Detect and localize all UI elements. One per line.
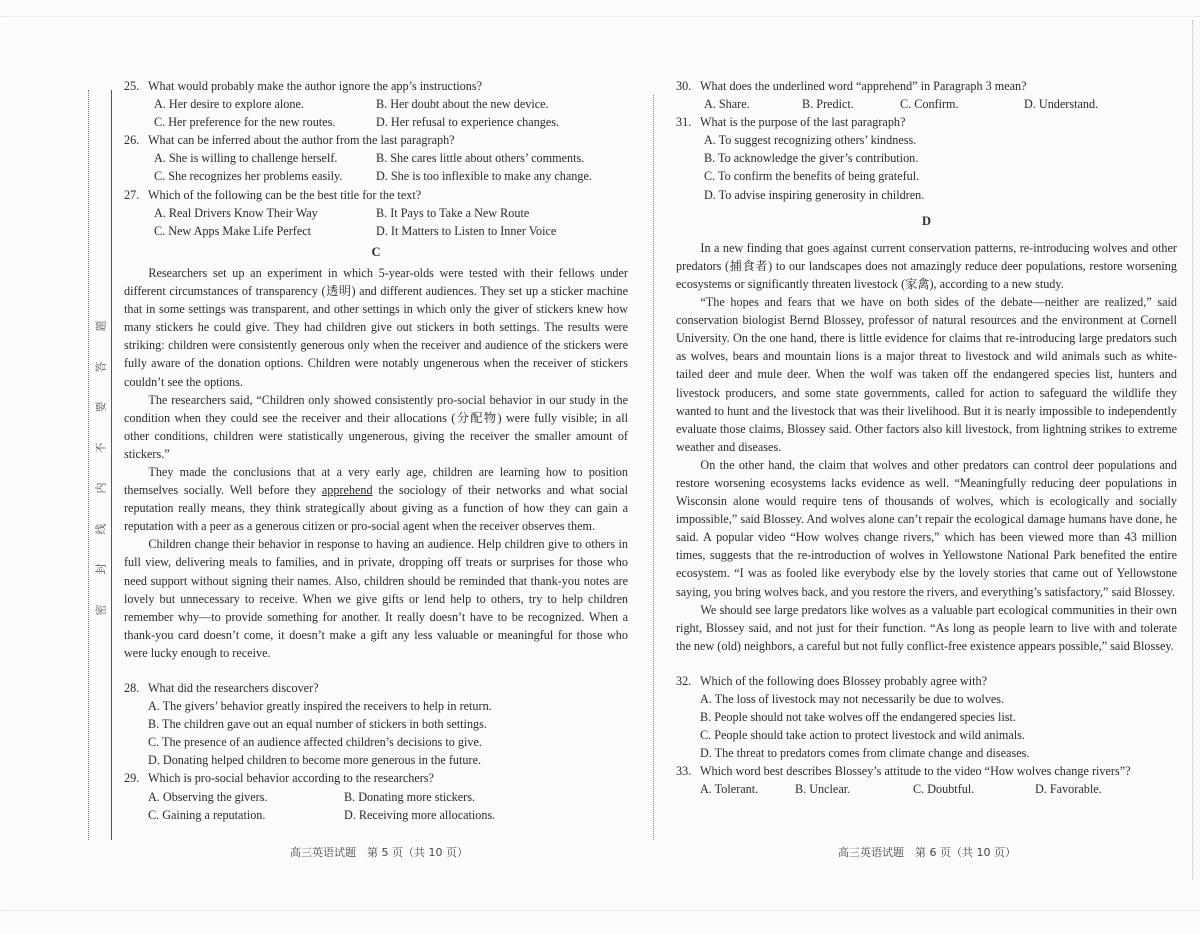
seal-notice-char: 线: [94, 523, 107, 535]
question-number: 31.: [676, 115, 692, 130]
option-a: A. The givers’ behavior greatly inspired the receivers to help in return.: [148, 699, 492, 714]
option-c: C. Her preference for the new routes.: [154, 115, 336, 130]
option-c: C. To confirm the benefits of being grateful.: [704, 169, 920, 184]
passage-c-paragraph-4: Children change their behavior in response to having an audience. Help children give to others in full view, delivering meals to families, and in private, dropping off treats or surprises for those who need support without signing their names. Also, children should be reminded that thank-you notes are lovely but unnecessary to receive. When we give gifts or lend help to others, try to help children remember why—to provide something for another. It really doesn’t have to be recognized. When a thank-you card doesn’t come, it doesn’t make a gift any less valuable or meaningful for those who were lucky enough to receive.: [124, 537, 628, 660]
option-b: B. She cares little about others’ comments.: [376, 151, 585, 166]
question-stem: What does the underlined word “apprehend” in Paragraph 3 mean?: [700, 79, 1027, 93]
question-number: 29.: [124, 771, 140, 786]
question-number: 25.: [124, 79, 140, 93]
seal-line-notice: [91, 318, 109, 618]
question-number: 30.: [676, 79, 692, 93]
option-d: D. Donating helped children to become more generous in the future.: [148, 753, 482, 768]
passage-d-paragraph-1: In a new finding that goes against current conservation patterns, re-introducing wolves and other predators (捕食者) to our landscapes does not amazingly reduce deer populations, restore worsening ecosystems or significantly threaten livestock (家禽), according to a new study.: [676, 240, 1177, 291]
option-b: B. People should not take wolves off the endangered species list.: [700, 710, 1016, 725]
page-footer-right: 高三英语试题 第 6 页（共 10 页）: [838, 846, 1016, 859]
question-number: 28.: [124, 681, 140, 695]
question-number: 27.: [124, 187, 140, 202]
passage-d-paragraph-3: On the other hand, the claim that wolves and other predators can control deer populations and restore worsening ecosystems lacks evidence as well. “Meaningfully reducing deer populations in Wisconsin alone would require tens of thousands of wolves, which is ecologically and socially impossible,” said Blossey. And wolves alone can’t repair the ecological damage humans have done, he said. A popular video “How wolves change rivers,” which has been viewed more than 43 million times, suggests that the re-introduction of wolves in Yellowstone National Park benefited the entire ecosystem. “I was as fooled like everybody else by the lovely stories that came out of Yellowstone saying, you bring wolves back, and you restore the rivers, and everything’s satisfactory,” said Blossey.: [676, 457, 1177, 599]
paragraph-text: the sociology of their networks and what social reputation really means, they think strategically about giving as a function of how they can gain a reputation with a peer as a generous citizen or pro-social agent when the receiver observes them.: [124, 483, 628, 534]
option-b: B. To acknowledge the giver’s contribution.: [704, 151, 919, 166]
page-right-edge: [1192, 20, 1193, 880]
question-31: [676, 113, 1177, 203]
option-d: D. Favorable.: [1035, 782, 1102, 797]
passage-c-paragraph-1: Researchers set up an experiment in which 5-year-olds were tested with their fellows under different circumstances of transparency (透明) and different audiences. They set up a sticker machine that in some settings was transparent, and other settings in which only the giver of stickers knew how many stickers he could give. They had children give out stickers in both settings. The results were striking: children were consistently generous only when the receiver and audience of the stickers were fully aware of the donation options. Children were notably ungenerous when the receiver of stickers couldn’t see the options.: [124, 265, 628, 389]
underlined-word-apprehend: apprehend: [321, 483, 373, 498]
option-a: A. She is willing to challenge herself.: [154, 151, 338, 166]
option-d: D. Her refusal to experience changes.: [376, 115, 560, 130]
option-a: A. Her desire to explore alone.: [154, 97, 304, 112]
option-c: C. Confirm.: [900, 97, 959, 112]
option-b: B. Her doubt about the new device.: [376, 97, 549, 112]
question-number: 26.: [124, 133, 140, 148]
option-b: B. Unclear.: [795, 782, 851, 797]
option-b: B. Donating more stickers.: [344, 789, 475, 804]
page-footer-left: 高三英语试题 第 5 页（共 10 页）: [290, 846, 468, 859]
option-c: C. People should take action to protect livestock and wild animals.: [700, 728, 1025, 743]
question-stem: Which is pro-social behavior according to the researchers?: [148, 771, 434, 786]
passage-d-paragraph-4: We should see large predators like wolves as a valuable part ecological communities in their own right, Blossey said, and not just for their function. “As long as people learn to live with and tolerate the new (old) neighbors, a careful but not fully conflict-free existence appears possible,” said Blossey.: [676, 602, 1177, 653]
passage-c-paragraph-2: The researchers said, “Children only showed consistently pro-social behavior in our study in the condition when they could see the receiver and their allocations (分配物) were fully visible; in all other conditions, children were statistically ungenerous, giving the receiver the smaller amount of stickers.”: [124, 392, 628, 461]
question-number: 32.: [676, 673, 692, 688]
section-heading-c: C: [371, 244, 381, 259]
option-b: B. It Pays to Take a New Route: [376, 205, 530, 220]
paragraph-text: They made the conclusions that at a very early age, children are learning how to position themselves socially. Well before they: [124, 464, 628, 498]
question-33: [676, 762, 1177, 798]
question-29: [124, 769, 628, 823]
option-c: C. She recognizes her problems easily.: [154, 169, 343, 184]
seal-notice-char: 不: [94, 442, 107, 454]
question-28: [124, 679, 628, 769]
question-26: [124, 131, 628, 185]
question-stem: What did the researchers discover?: [148, 681, 319, 695]
question-30: [676, 77, 1177, 113]
option-d: D. Receiving more allocations.: [344, 807, 496, 822]
option-a: A. To suggest recognizing others’ kindness.: [704, 133, 917, 148]
option-b: B. Predict.: [802, 97, 854, 112]
option-c: C. Gaining a reputation.: [148, 807, 266, 822]
question-32: [676, 672, 1177, 762]
option-d: D. Understand.: [1024, 97, 1099, 112]
seal-notice-char: 内: [94, 482, 107, 494]
right-page: [676, 77, 1177, 799]
page-column-separator: [653, 95, 654, 840]
seal-notice-char: 密: [94, 604, 107, 616]
binding-line-dotted: [88, 90, 89, 840]
question-25: [124, 77, 628, 131]
option-c: C. Doubtful.: [913, 782, 975, 797]
question-stem: What can be inferred about the author from the last paragraph?: [148, 133, 455, 148]
question-stem: Which of the following can be the best title for the text?: [148, 187, 422, 202]
option-d: D. It Matters to Listen to Inner Voice: [376, 223, 557, 238]
question-stem: What would probably make the author ignore the app’s instructions?: [148, 79, 483, 93]
scan-noise-top: [0, 16, 1200, 18]
question-stem: Which word best describes Blossey’s attitude to the video “How wolves change rivers”?: [700, 764, 1131, 779]
seal-notice-char: 要: [94, 401, 107, 413]
question-27: [124, 186, 628, 240]
question-stem: Which of the following does Blossey probably agree with?: [700, 673, 988, 688]
option-a: A. Observing the givers.: [148, 789, 268, 804]
option-a: A. Tolerant.: [700, 782, 759, 797]
option-a: A. The loss of livestock may not necessarily be due to wolves.: [700, 692, 1005, 706]
option-a: A. Real Drivers Know Their Way: [154, 205, 318, 220]
scan-noise-bottom: [0, 910, 1200, 912]
option-c: C. New Apps Make Life Perfect: [154, 223, 312, 238]
option-d: D. To advise inspiring generosity in children.: [704, 187, 925, 202]
option-a: A. Share.: [704, 97, 750, 112]
option-d: D. The threat to predators comes from climate change and diseases.: [700, 746, 1030, 761]
passage-d-paragraph-2: “The hopes and fears that we have on both sides of the debate—neither are realized,” said conservation biologist Bernd Blossey, professor of natural resources and the environment at Cornell University. On the one hand, there is little evidence for claims that re-introducing large predators such as wolves, bears and mountain lions is a major threat to livestock and wild animals such as white-tailed deer and mule deer. When the wolf was taken off the endangered species list, hunters and livestock producers, and some state governments, called for action to safeguard the wildlife they wanted to hunt and the livestock that was their livelihood. But it is nearly impossible to independently evaluate those claims, Blossey said. Other factors also kill livestock, from lightning strikes to extreme weather and diseases.: [676, 295, 1177, 454]
passage-c-paragraph-3: [124, 463, 628, 535]
question-number: 33.: [676, 764, 692, 779]
option-d: D. She is too inflexible to make any change.: [376, 169, 592, 184]
seal-notice-char: 答: [94, 361, 107, 373]
binding-line-solid: [111, 90, 112, 840]
question-stem: What is the purpose of the last paragraph?: [700, 115, 906, 130]
section-heading-d: D: [921, 213, 932, 228]
left-page: [124, 77, 628, 824]
seal-notice-char: 题: [94, 320, 107, 332]
option-b: B. The children gave out an equal number of stickers in both settings.: [148, 717, 487, 732]
option-c: C. The presence of an audience affected children’s decisions to give.: [148, 735, 482, 750]
seal-notice-char: 封: [94, 563, 107, 575]
